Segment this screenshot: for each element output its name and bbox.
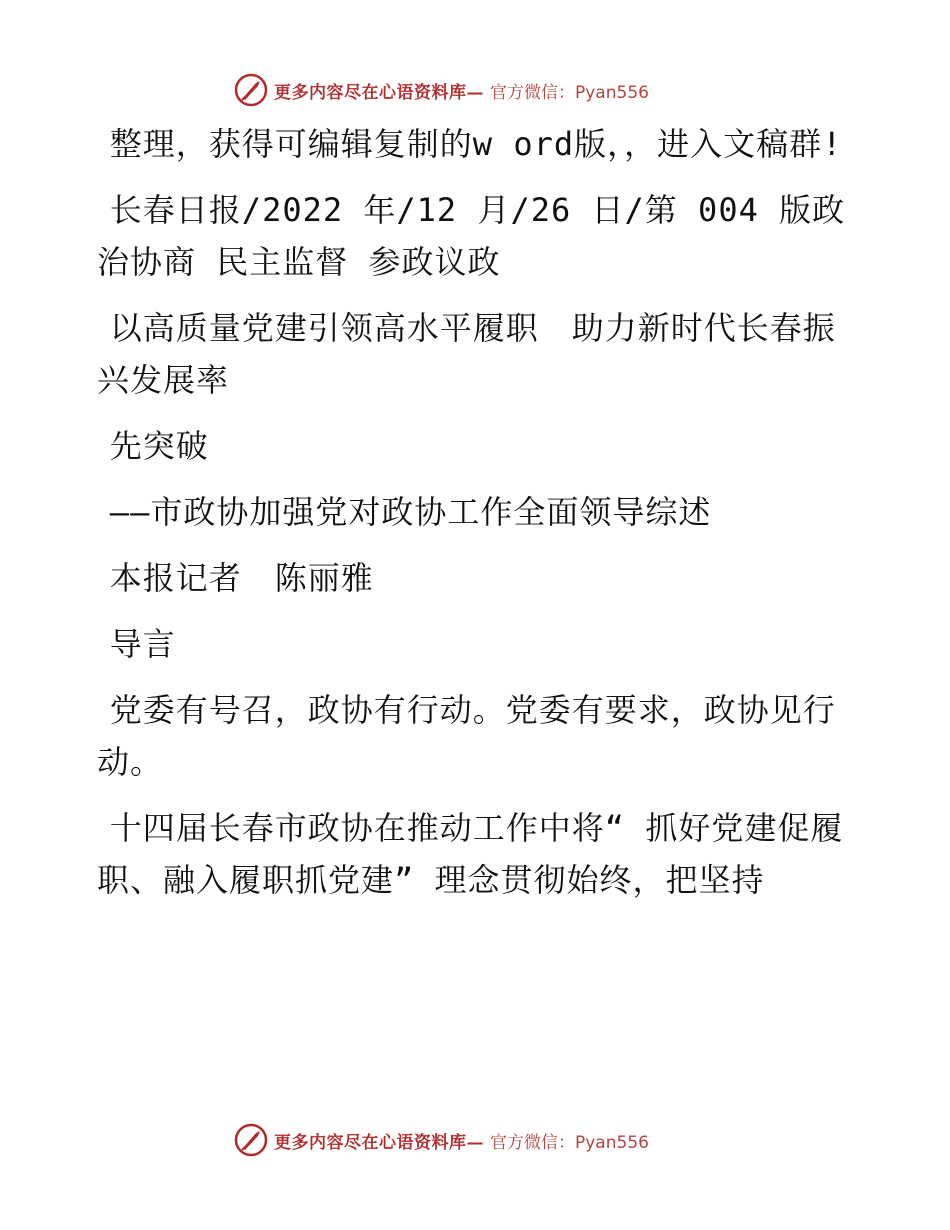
section-heading-intro: 导言 xyxy=(109,625,176,663)
document-body xyxy=(97,118,857,920)
watermark-brand-text: 更多内容尽在心语资料库— xyxy=(274,82,484,103)
article-subtitle: ——市政协加强党对政协工作全面领导综述 xyxy=(109,493,712,531)
header-watermark xyxy=(234,70,649,110)
footer-watermark xyxy=(234,1120,649,1160)
watermark-contact-text: 官方微信：Pyan556 xyxy=(490,1132,649,1153)
watermark-brand-text: 更多内容尽在心语资料库— xyxy=(274,1132,484,1153)
article-headline: 以高质量党建引领高水平履职 助力新时代长春振兴发展率 xyxy=(97,309,836,399)
watermark-contact-text: 官方微信：Pyan556 xyxy=(490,82,649,103)
quill-pen-circle-icon xyxy=(234,1123,268,1157)
paragraph-intro: 整理，获得可编辑复制的w ord版，，进入文稿群! xyxy=(109,125,843,163)
article-byline: 本报记者 陈丽雅 xyxy=(109,559,374,597)
paragraph-source-line: 长春日报/2022 年/12 月/26 日/第 004 版政治协商 民主监督 参政议政 xyxy=(97,191,846,281)
quill-pen-circle-icon xyxy=(234,73,268,107)
paragraph-body-1: 党委有号召，政协有行动。党委有要求，政协见行动。 xyxy=(97,691,836,781)
article-headline-continued: 先突破 xyxy=(109,427,209,465)
paragraph-body-2: 十四届长春市政协在推动工作中将“ 抓好党建促履职、融入履职抓党建” 理念贯彻始终，把坚持 xyxy=(97,809,844,899)
